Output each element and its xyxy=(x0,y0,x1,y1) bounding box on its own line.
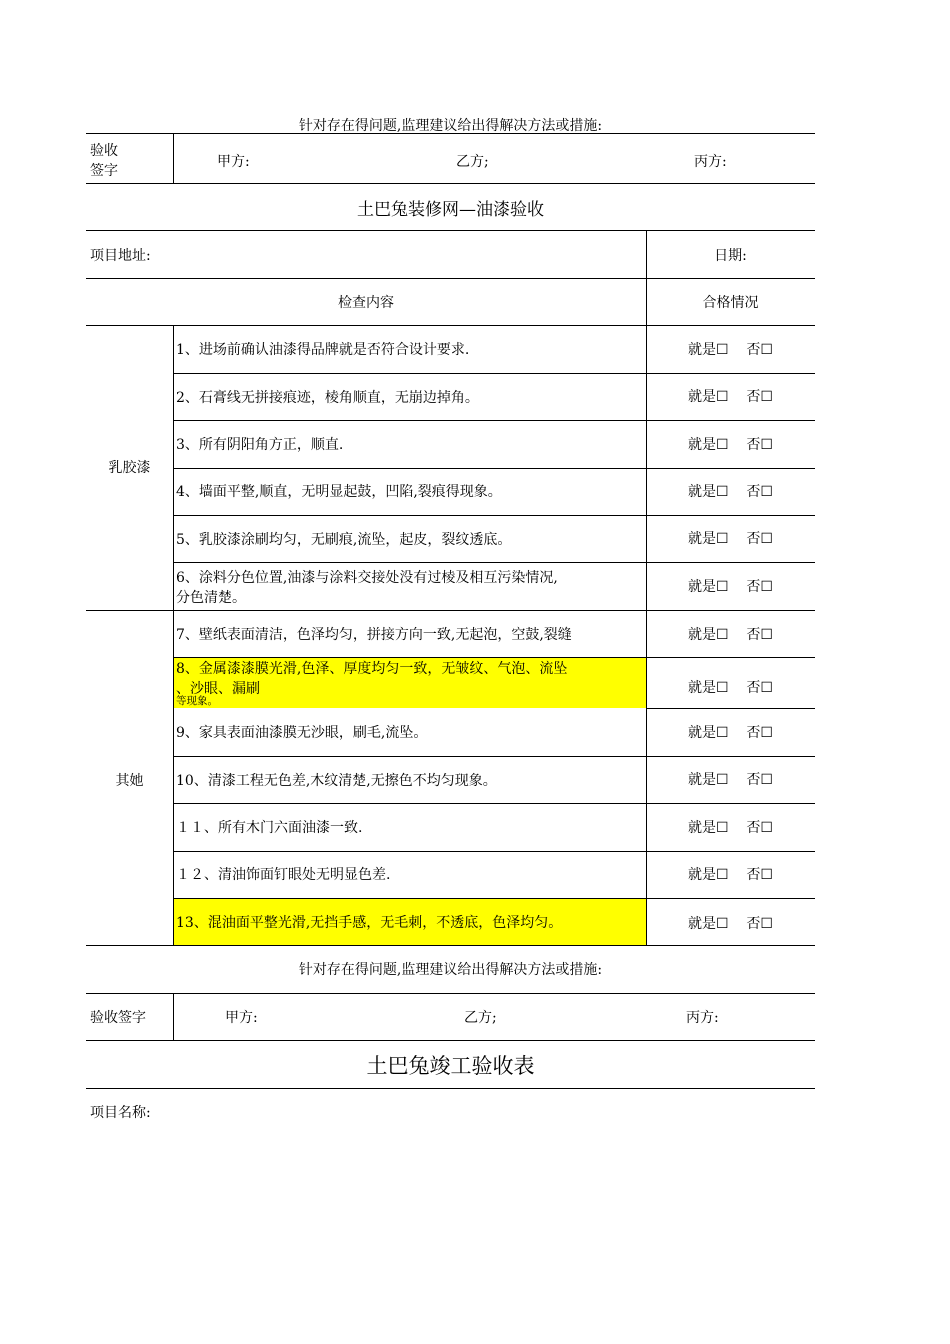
no-checkbox[interactable]: ☐ xyxy=(760,627,773,643)
yes-label: 就是 xyxy=(688,627,717,643)
yes-checkbox[interactable]: ☐ xyxy=(716,916,729,932)
bottom-party-b: 乙方; xyxy=(464,1010,497,1026)
item-9: 9、家具表面油漆膜无沙眼，刷毛,流坠。 xyxy=(176,725,428,741)
no-label: 否 xyxy=(746,531,761,547)
result-row-3 xyxy=(646,437,815,453)
row-rule xyxy=(173,657,815,658)
yes-label: 就是 xyxy=(688,820,717,836)
no-checkbox[interactable]: ☐ xyxy=(760,867,773,883)
yes-checkbox[interactable]: ☐ xyxy=(716,342,729,358)
row-rule xyxy=(173,851,815,852)
item-10: 10、清漆工程无色差,木纹清楚,无擦色不均匀现象。 xyxy=(176,773,497,789)
rule xyxy=(86,945,815,946)
row-rule xyxy=(173,756,815,757)
yes-label: 就是 xyxy=(688,680,717,696)
row-rule xyxy=(173,468,815,469)
group-rule xyxy=(86,610,815,611)
date-label: 日期: xyxy=(714,248,747,264)
yes-label: 就是 xyxy=(688,725,717,741)
no-label: 否 xyxy=(746,579,761,595)
header-content: 检查内容 xyxy=(338,295,394,311)
no-checkbox[interactable]: ☐ xyxy=(760,342,773,358)
top-party-a: 甲方: xyxy=(217,154,250,170)
row-rule xyxy=(646,708,815,709)
divider xyxy=(173,993,174,1040)
no-label: 否 xyxy=(746,437,761,453)
row-rule xyxy=(173,803,815,804)
yes-label: 就是 xyxy=(688,916,717,932)
yes-label: 就是 xyxy=(688,772,717,788)
yes-checkbox[interactable]: ☐ xyxy=(716,867,729,883)
header-result: 合格情况 xyxy=(702,295,759,311)
rule xyxy=(86,133,815,134)
no-label: 否 xyxy=(746,484,761,500)
result-row-13 xyxy=(646,916,815,932)
item-1: 1、进场前确认油漆得品牌就是否符合设计要求. xyxy=(176,342,470,358)
result-row-4 xyxy=(646,484,815,500)
no-label: 否 xyxy=(746,867,761,883)
completion-form-title: 土巴兔竣工验收表 xyxy=(366,1054,535,1078)
result-row-6 xyxy=(646,579,815,595)
no-label: 否 xyxy=(746,725,761,741)
rule xyxy=(86,1088,815,1089)
item-6-line-2: 分色清楚。 xyxy=(176,590,246,606)
result-row-1 xyxy=(646,342,815,358)
bottom-party-a: 甲方: xyxy=(225,1010,258,1026)
yes-checkbox[interactable]: ☐ xyxy=(716,680,729,696)
top-sign-label-2: 签字 xyxy=(90,163,118,179)
row-rule xyxy=(173,898,815,899)
no-label: 否 xyxy=(746,389,761,405)
rule xyxy=(86,183,815,184)
yes-checkbox[interactable]: ☐ xyxy=(716,820,729,836)
item-7: 7、壁纸表面清洁，色泽均匀，拼接方向一致,无起泡，空鼓,裂缝 xyxy=(176,627,572,643)
yes-checkbox[interactable]: ☐ xyxy=(716,772,729,788)
item-8-line-3: 等现象。 xyxy=(176,695,218,707)
yes-checkbox[interactable]: ☐ xyxy=(716,725,729,741)
no-checkbox[interactable]: ☐ xyxy=(760,820,773,836)
no-label: 否 xyxy=(746,772,761,788)
rule xyxy=(86,993,815,994)
rule xyxy=(86,1040,815,1041)
item-8-line-2: 、沙眼、漏刷 xyxy=(176,681,260,697)
result-row-8 xyxy=(646,680,815,696)
item-12: １２、清油饰面钉眼处无明显色差. xyxy=(176,867,391,883)
no-label: 否 xyxy=(746,916,761,932)
bottom-measures-label: 针对存在得问题,监理建议给出得解决方法或措施: xyxy=(298,962,603,978)
yes-checkbox[interactable]: ☐ xyxy=(716,531,729,547)
no-checkbox[interactable]: ☐ xyxy=(760,916,773,932)
result-row-5 xyxy=(646,531,815,547)
group-column-divider xyxy=(173,325,174,945)
row-rule xyxy=(173,562,815,563)
yes-label: 就是 xyxy=(688,389,717,405)
result-row-2 xyxy=(646,389,815,405)
no-label: 否 xyxy=(746,680,761,696)
no-checkbox[interactable]: ☐ xyxy=(760,772,773,788)
rule xyxy=(86,230,815,231)
item-3: 3、所有阴阳角方正，顺直. xyxy=(176,437,344,453)
no-label: 否 xyxy=(746,820,761,836)
result-row-9 xyxy=(646,725,815,741)
no-checkbox[interactable]: ☐ xyxy=(760,531,773,547)
item-5: 5、乳胶漆涂刷均匀，无刷痕,流坠，起皮，裂纹透底。 xyxy=(176,532,512,548)
row-rule xyxy=(173,515,815,516)
yes-label: 就是 xyxy=(688,437,717,453)
divider xyxy=(173,133,174,184)
yes-label: 就是 xyxy=(688,867,717,883)
top-sign-label-1: 验收 xyxy=(90,143,118,159)
group-other-label: 其她 xyxy=(115,773,144,789)
no-checkbox[interactable]: ☐ xyxy=(760,437,773,453)
row-rule xyxy=(173,373,815,374)
no-label: 否 xyxy=(746,342,761,358)
top-measures-label: 针对存在得问题,监理建议给出得解决方法或措施: xyxy=(298,118,603,134)
top-party-b: 乙方; xyxy=(456,154,489,170)
bottom-sign-label: 验收签字 xyxy=(90,1010,146,1026)
group-latex-label: 乳胶漆 xyxy=(108,460,151,476)
yes-label: 就是 xyxy=(688,484,717,500)
yes-checkbox[interactable]: ☐ xyxy=(716,627,729,643)
no-label: 否 xyxy=(746,627,761,643)
item-8-line-1: 8、金属漆漆膜光滑,色泽、厚度均匀一致，无皱纹、气泡、流坠 xyxy=(176,661,568,677)
yes-checkbox[interactable]: ☐ xyxy=(716,579,729,595)
no-checkbox[interactable]: ☐ xyxy=(760,579,773,595)
project-name-label: 项目名称: xyxy=(90,1105,151,1121)
yes-checkbox[interactable]: ☐ xyxy=(716,484,729,500)
yes-checkbox[interactable]: ☐ xyxy=(716,437,729,453)
row-rule xyxy=(173,420,815,421)
rule xyxy=(86,278,815,279)
item-13: 13、混油面平整光滑,无挡手感，无毛刺，不透底，色泽均匀。 xyxy=(176,915,563,931)
address-label: 项目地址: xyxy=(90,248,151,264)
item-4: 4、墙面平整,顺直，无明显起鼓，凹陷,裂痕得现象。 xyxy=(176,484,502,500)
yes-label: 就是 xyxy=(688,579,717,595)
no-checkbox[interactable]: ☐ xyxy=(760,484,773,500)
result-row-11 xyxy=(646,820,815,836)
no-checkbox[interactable]: ☐ xyxy=(760,680,773,696)
item-11: １１、所有木门六面油漆一致. xyxy=(176,820,363,836)
rule xyxy=(86,325,815,326)
result-row-7 xyxy=(646,627,815,643)
yes-checkbox[interactable]: ☐ xyxy=(716,389,729,405)
yes-label: 就是 xyxy=(688,342,717,358)
bottom-party-c: 丙方: xyxy=(686,1010,719,1026)
no-checkbox[interactable]: ☐ xyxy=(760,725,773,741)
result-row-10 xyxy=(646,772,815,788)
paint-form-title: 土巴兔装修网—油漆验收 xyxy=(357,200,544,220)
item-2: 2、石膏线无拼接痕迹，棱角顺直，无崩边掉角。 xyxy=(176,390,479,406)
yes-label: 就是 xyxy=(688,531,717,547)
top-party-c: 丙方: xyxy=(694,154,727,170)
result-row-12 xyxy=(646,867,815,883)
no-checkbox[interactable]: ☐ xyxy=(760,389,773,405)
item-6-line-1: 6、涂料分色位置,油漆与涂料交接处没有过棱及相互污染情况, xyxy=(176,570,558,586)
